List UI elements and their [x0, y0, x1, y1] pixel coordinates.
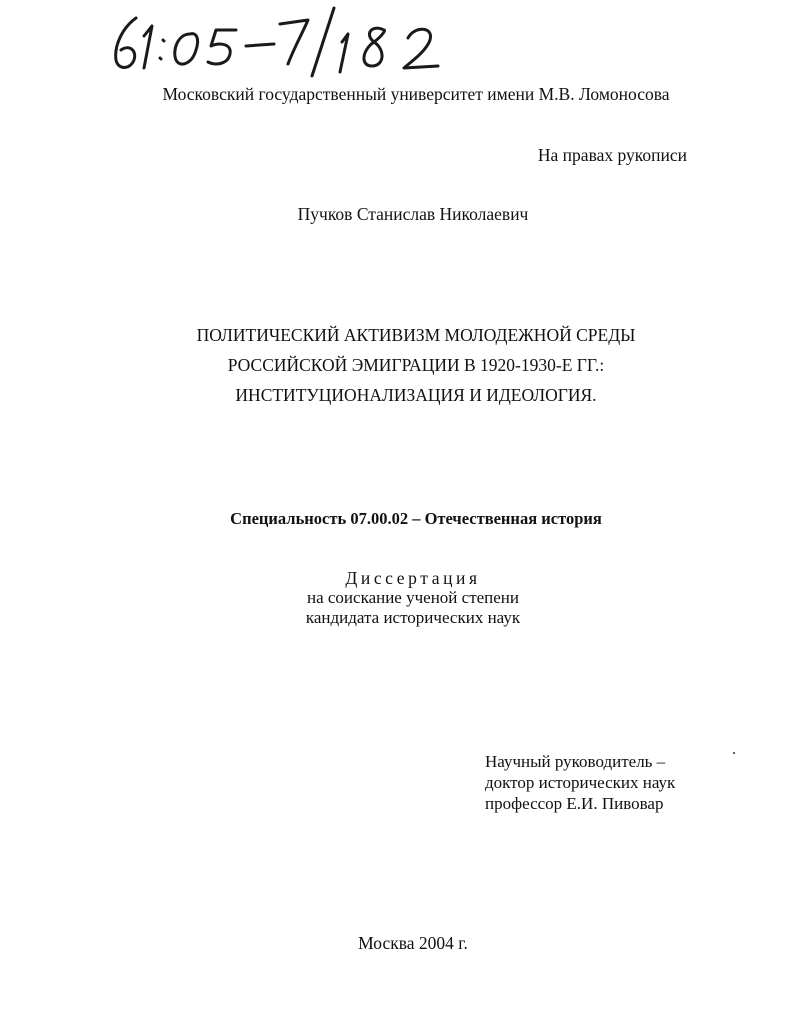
- handwritten-archive-code: [108, 6, 453, 78]
- dissertation-block: [0, 568, 791, 628]
- title-line-1: ПОЛИТИЧЕСКИЙ АКТИВИЗМ МОЛОДЕЖНОЙ СРЕДЫ: [196, 325, 636, 345]
- degree-line-1: на соискание ученой степени: [306, 588, 520, 607]
- supervisor-line-3: профессор Е.И. Пивовар: [485, 794, 664, 813]
- rights-note: На правах рукописи: [537, 145, 687, 165]
- title-line-2: РОССИЙСКОЙ ЭМИГРАЦИИ В 1920-1930-Е ГГ.:: [227, 355, 605, 375]
- supervisor-line-2: доктор исторических наук: [485, 773, 676, 792]
- title-line-3: ИНСТИТУЦИОНАЛИЗАЦИЯ И ИДЕОЛОГИЯ.: [235, 385, 597, 405]
- dissertation-heading: Диссертация: [345, 568, 481, 588]
- dissertation-title: [0, 320, 791, 410]
- author-name: Пучков Станислав Николаевич: [297, 204, 529, 224]
- supervisor-line-1: Научный руководитель –: [485, 752, 666, 771]
- university-name: Московский государственный университет имени М.В. Ломоносова: [162, 84, 670, 104]
- scan-speck: [733, 752, 735, 754]
- handwritten-code-drawing: [108, 6, 453, 78]
- degree-line-2: кандидата исторических наук: [305, 608, 521, 627]
- city-year: Москва 2004 г.: [358, 933, 468, 953]
- supervisor-block: [485, 751, 675, 814]
- specialty: Специальность 07.00.02 – Отечественная история: [230, 509, 602, 528]
